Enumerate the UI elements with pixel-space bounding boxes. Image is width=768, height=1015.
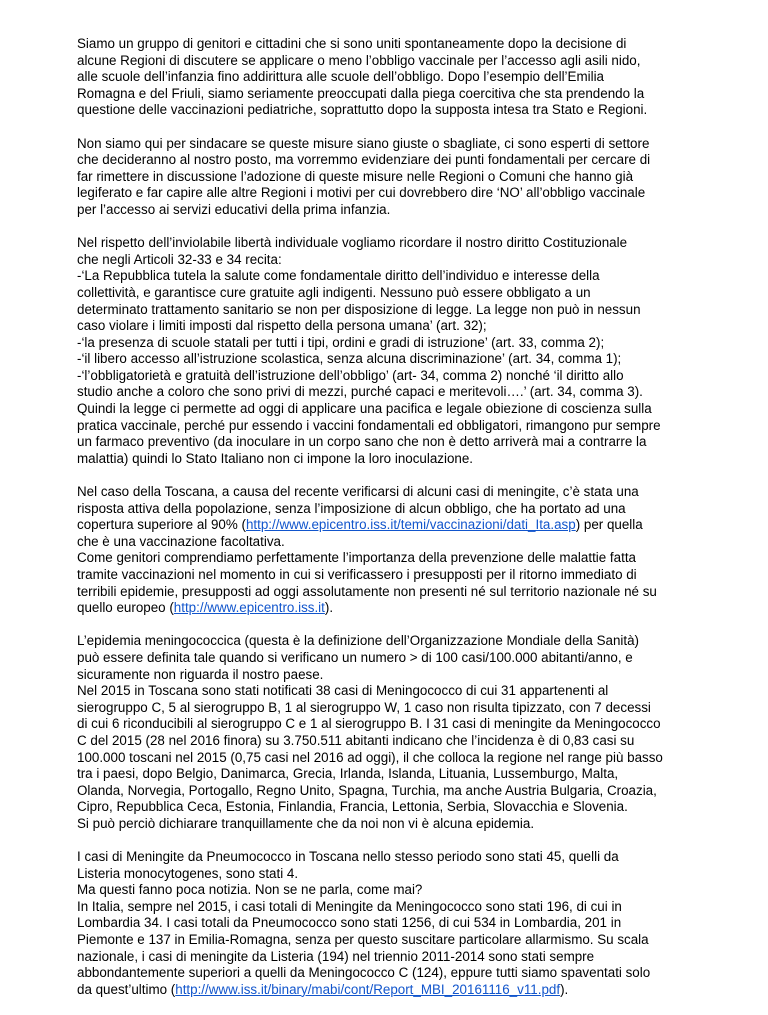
text-segment: ). [560,981,569,997]
text-line: abbondantemente superiori a quelli da Meningococco C (124), eppure tutti siamo spaventati solo [77,965,651,981]
iss-report-link[interactable]: http://www.iss.it/binary/mabi/cont/Report_MBI_20161116_v11.pdf [175,981,561,997]
text-line: malattia) quindi lo Stato Italiano non ci impone la loro inoculazione. [77,450,474,466]
text-segment: da quest’ultimo ( [77,981,176,997]
text-line: Nel rispetto dell’inviolabile libertà individuale vogliamo ricordare il nostro diritto Costituzionale [77,235,628,251]
text-line: che decideranno al nostro posto, ma vorremmo evidenziare dei punti fondamentali per cercare di [77,152,651,168]
text-line: -‘La Repubblica tutela la salute come fondamentale diritto dell’individuo e interesse della [77,268,600,284]
paragraph-purpose [77,136,697,219]
text-line: 100.000 toscani nel 2015 (0,75 casi nel 2016 ad oggi), il che colloca la regione nel range più basso [77,749,663,765]
text-line: determinato trattamento sanitario se non per disposizione di legge. La legge non può in nessun [77,301,641,317]
text-line: sicuramente non riguarda il nostro paese. [77,666,324,682]
text-line: pratica vaccinale, perché pur essendo i vaccini fondamentali ed obbligatori, rimangono pur sempre [77,417,661,433]
text-line: di cui 6 riconducibili al sierogruppo C e 1 al sierogruppo B. I 31 casi di meningite da Meningococco [77,716,661,732]
text-line: sierogruppo C, 5 al sierogruppo B, 1 al sierogruppo W, 1 caso non risulta tipizzato, con 7 decessi [77,699,651,715]
document-page [77,36,697,1015]
text-line: C del 2015 (28 nel 2016 finora) su 3.750.511 abitanti indicano che l’incidenza è di 0,83 casi su [77,732,635,748]
epicentro-vaccinazioni-link[interactable]: http://www.epicentro.iss.it/temi/vaccinazioni/dati_Ita.asp [245,517,576,533]
text-line: Ma questi fanno poca notizia. Non se ne parla, come mai? [77,882,423,898]
text-segment: quello europeo ( [77,600,174,616]
text-line: che è una vaccinazione facoltativa. [77,533,285,549]
text-line: risposta attiva della popolazione, senza l’imposizione di alcun obbligo, che ha portato ad una [77,500,626,516]
text-line: -‘la presenza di scuole statali per tutti i tipi, ordini e gradi di istruzione’ (art. 33, comma 2); [77,334,605,350]
text-line [77,517,697,534]
text-line: per l’accesso ai servizi educativi della prima infanzia. [77,201,391,217]
text-line: un farmaco preventivo (da inoculare in un corpo sano che non è detto arriverà mai a contrarre la [77,434,647,450]
text-line: legiferato e far capire alle altre Regioni i motivi per cui dovrebbero dire ‘NO’ all’obbligo vaccinale [77,185,646,201]
paragraph-epidemia [77,633,697,832]
text-line: collettività, e garantisce cure gratuite agli indigenti. Nessuno può essere obbligato a un [77,284,591,300]
text-line: far rimettere in discussione l’adozione di queste misure nelle Regioni o Comuni che hanno già [77,168,634,184]
text-line: tra i paesi, dopo Belgio, Danimarca, Grecia, Irlanda, Islanda, Lituania, Lussemburgo, Malta, [77,766,619,782]
paragraph-intro [77,36,697,119]
paragraph-toscana [77,484,697,617]
text-line: nazionale, i casi di meningite da Listeria (194) nel triennio 2011-2014 sono stati sempre [77,948,595,964]
text-line: -‘l’obbligatorietà e gratuità dell’istruzione dell’obbligo’ (art- 34, comma 2) nonché ‘il diritto allo [77,367,624,383]
text-line: Nel caso della Toscana, a causa del recente verificarsi di alcuni casi di meningite, c’è stata una [77,484,639,500]
paragraph-pneumococco [77,849,697,998]
text-segment: copertura superiore al 90% ( [77,517,246,533]
epicentro-link[interactable]: http://www.epicentro.iss.it [173,600,325,616]
text-line: Come genitori comprendiamo perfettamente l’importanza della prevenzione delle malattie fatta [77,550,636,566]
text-segment: ). [324,600,334,616]
paragraph-constitution [77,235,697,467]
text-line: Romagna e del Friuli, siamo seriamente preoccupati dalla piega coercitiva che sta prendendo la [77,85,645,101]
text-line: Piemonte e 137 in Emilia-Romagna, senza per questo suscitare particolare allarmismo. Su scala [77,932,649,948]
text-line: Si può perciò dichiarare tranquillamente che da noi non vi è alcuna epidemia. [77,815,535,831]
text-line: Olanda, Norvegia, Portogallo, Regno Unito, Spagna, Turchia, ma anche Austria Bulgaria, Croazia, [77,782,657,798]
text-line: che negli Articoli 32-33 e 34 recita: [77,251,282,267]
text-line: alcune Regioni di discutere se applicare o meno l’obbligo vaccinale per l’accesso agli asili nido, [77,52,641,68]
text-line: -‘il libero accesso all’istruzione scolastica, senza alcuna discriminazione’ (art. 34, comma 1); [77,351,622,367]
text-line: Cipro, Repubblica Ceca, Estonia, Finlandia, Francia, Lettonia, Serbia, Slovacchia e Slovenia. [77,799,628,815]
text-line [77,600,697,617]
text-line: Siamo un gruppo di genitori e cittadini che si sono uniti spontaneamente dopo la decisione di [77,36,627,51]
text-line: può essere definita tale quando si verificano un numero > di 100 casi/100.000 abitanti/anno, e [77,649,633,665]
text-line: tramite vaccinazioni nel momento in cui si verificassero i presupposti per il ritorno immediato di [77,567,637,582]
text-segment: ) per quella [575,517,643,533]
text-line: Quindi la legge ci permette ad oggi di applicare una pacifica e legale obiezione di coscienza sulla [77,401,652,417]
text-line: Nel 2015 in Toscana sono stati notificati 38 casi di Meningococco di cui 31 appartenenti al [77,683,609,699]
text-line [77,982,697,999]
text-line: L’epidemia meningococcica (questa è la definizione dell’Organizzazione Mondiale della Sanità) [77,633,640,649]
text-line: questione delle vaccinazioni pediatriche, soprattutto dopo la supposta intesa tra Stato e Regioni. [77,102,648,118]
text-line: studio anche a coloro che sono privi di mezzi, purché capaci e meritevoli….’ (art. 34, comma 3). [77,384,643,400]
text-line: alle scuole dell’infanzia fino addirittura alle scuole dell’obbligo. Dopo l’esempio dell’Emilia [77,69,604,85]
text-line: Listeria monocytogenes, sono stati 4. [77,865,299,881]
text-line: Lombardia 34. I casi totali da Pneumococco sono stati 1256, di cui 534 in Lombardia, 201 in [77,915,622,931]
text-line: caso violare i limiti imposti dal rispetto della persona umana’ (art. 32); [77,318,487,334]
text-line: Non siamo qui per sindacare se queste misure siano giuste o sbagliate, ci sono esperti di settore [77,135,650,151]
text-line: I casi di Meningite da Pneumococco in Toscana nello stesso periodo sono stati 45, quelli da [77,849,619,865]
text-line: In Italia, sempre nel 2015, i casi totali di Meningite da Meningococco sono stati 196, di cui in [77,898,622,914]
text-line: terribili epidemie, presupposti ad oggi assolutamente non presenti né sul territorio nazionale né su [77,583,657,599]
